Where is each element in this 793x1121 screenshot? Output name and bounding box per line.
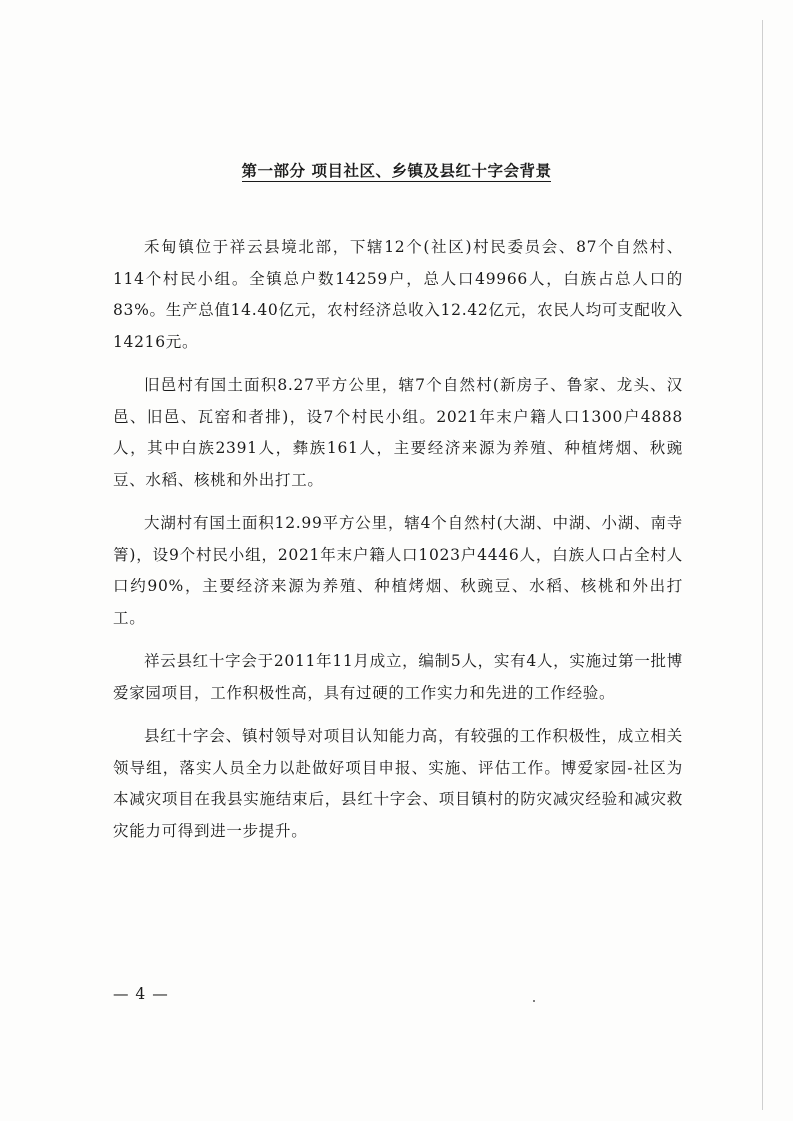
section-title-text: 第一部分 项目社区、乡镇及县红十字会背景 bbox=[241, 161, 552, 180]
paragraph-jiuyi-village: 旧邑村有国土面积8.27平方公里，辖7个自然村(新房子、鲁家、龙头、汉邑、旧邑、瓦窑和者排)，设7个村民小组。2021年末户籍人口1300户4888人，其中白族2391人，彝族161人，主要经济来源为养殖、种植烤烟、秋豌豆、水稻、核桃和外出打工。 bbox=[113, 376, 683, 489]
section-title bbox=[0, 159, 793, 181]
paragraph-leadership: 县红十字会、镇村领导对项目认知能力高，有较强的工作积极性，成立相关领导组，落实人员全力以赴做好项目申报、实施、评估工作。博爱家园-社区为本减灾项目在我县实施结束后，县红十字会、项目镇村的防灾减灾经验和减灾救灾能力可得到进一步提升。 bbox=[113, 727, 683, 840]
page-edge-line bbox=[762, 20, 763, 1110]
scan-speck bbox=[533, 1000, 535, 1002]
body-text bbox=[113, 232, 683, 859]
paragraph-dahu-village: 大湖村有国土面积12.99平方公里，辖4个自然村(大湖、中湖、小湖、南寺箐)，设9个村民小组，2021年末户籍人口1023户4446人，白族人口占全村人口约90%，主要经济来源为养殖、种植烤烟、秋豌豆、水稻、核桃和外出打工。 bbox=[113, 514, 683, 627]
paragraph-hedian-town: 禾甸镇位于祥云县境北部，下辖12个(社区)村民委员会、87个自然村、114个村民小组。全镇总户数14259户，总人口49966人，白族占总人口的83%。生产总值14.40亿元，农村经济总收入12.42亿元，农民人均可支配收入14216元。 bbox=[113, 238, 683, 351]
paragraph-red-cross: 祥云县红十字会于2011年11月成立，编制5人，实有4人，实施过第一批博爱家园项目，工作积极性高，具有过硬的工作实力和先进的工作经验。 bbox=[113, 652, 683, 702]
page-number: — 4 — bbox=[113, 985, 169, 1003]
